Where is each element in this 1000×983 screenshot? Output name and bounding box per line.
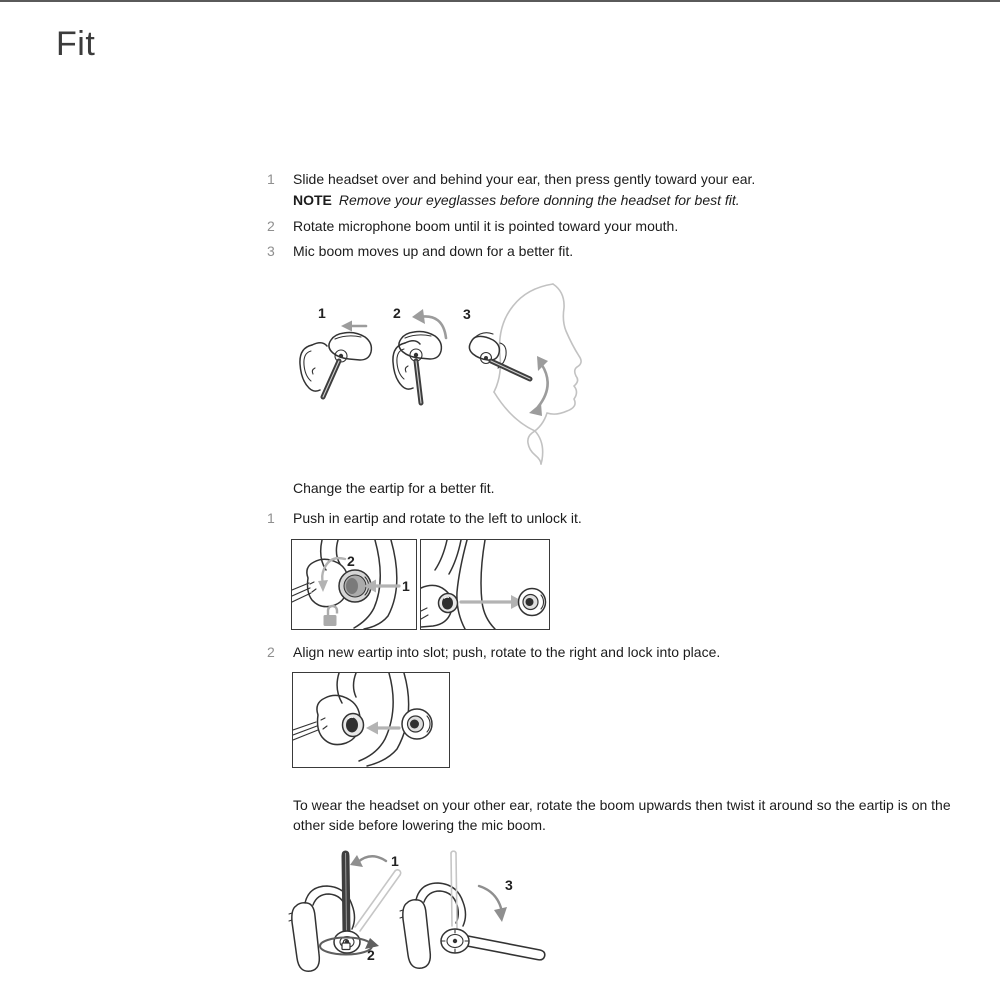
step-number: 1 — [267, 510, 275, 526]
note-label: NOTE — [293, 192, 332, 208]
figure-flip-headset — [283, 846, 563, 983]
headset-closeup-illustration — [293, 673, 409, 766]
headset-illustration-boom-up — [289, 851, 401, 971]
figure-label-push: 1 — [402, 578, 410, 594]
step-text: Push in eartip and rotate to the left to unlock it. — [293, 510, 582, 526]
fit-step-1-note — [293, 192, 740, 209]
figure-eartip-remove — [420, 539, 550, 630]
fit-step-2 — [267, 218, 983, 235]
eartip-step-2 — [267, 644, 983, 661]
headset-illustration-slide — [323, 333, 371, 398]
boom-down-arrow-icon — [479, 886, 507, 922]
figure-label-boom-down: 3 — [505, 877, 513, 893]
eartip-step-1 — [267, 510, 983, 527]
step-number: 2 — [267, 644, 275, 660]
note-text: Remove your eyeglasses before donning the headset for best fit. — [338, 192, 740, 208]
face-profile-illustration — [494, 284, 581, 464]
figure-wear-steps — [295, 283, 610, 465]
other-ear-note: To wear the headset on your other ear, rotate the boom upwards then twist it around so the eartip is on the other side before lowering the mic boom. — [293, 797, 951, 833]
step-text: Rotate microphone boom until it is pointed toward your mouth. — [293, 218, 679, 234]
fit-step-3 — [267, 243, 983, 260]
figure-label-rotate: 2 — [393, 305, 401, 321]
figure-label-twist: 2 — [367, 947, 375, 963]
ear-illustration — [300, 343, 327, 391]
up-down-arrow-icon — [529, 356, 548, 416]
figure-eartip-unlock — [291, 539, 417, 630]
eartip-remove-illustration — [421, 540, 549, 629]
flip-headset-illustration — [283, 846, 563, 983]
step-text: Slide headset over and behind your ear, then press gently toward your ear. — [293, 171, 756, 187]
insert-arrow-icon — [366, 722, 399, 735]
headset-closeup-illustration — [421, 540, 495, 629]
step-text: Mic boom moves up and down for a better fit. — [293, 243, 574, 259]
figure-eartip-insert — [292, 672, 450, 768]
eartip-illustration — [402, 709, 432, 739]
figure-label-rotate: 2 — [347, 553, 355, 569]
eartip-intro: Change the eartip for a better fit. — [293, 480, 495, 496]
page-top-edge-line — [0, 0, 1000, 2]
figure-label-updown: 3 — [463, 306, 471, 322]
step-number: 3 — [267, 243, 275, 259]
fit-step-1 — [267, 171, 983, 188]
step-number: 2 — [267, 218, 275, 234]
eartip-illustration — [519, 589, 546, 616]
eartip-unlock-illustration — [292, 540, 416, 629]
wear-steps-illustration — [295, 283, 610, 465]
pull-out-arrow-icon — [461, 595, 524, 609]
figure-label-slide: 1 — [318, 305, 326, 321]
headset-illustration-boom-down — [400, 851, 545, 968]
step-text: Align new eartip into slot; push, rotate to the right and lock into place. — [293, 644, 721, 660]
eartip-insert-illustration — [293, 673, 449, 767]
page-title: Fit — [56, 24, 96, 63]
arrow-left-icon — [341, 321, 366, 332]
boom-up-arrow-icon — [350, 855, 386, 867]
step-number: 1 — [267, 171, 275, 187]
figure-label-boom-up: 1 — [391, 853, 399, 869]
unlock-icon — [324, 606, 338, 626]
